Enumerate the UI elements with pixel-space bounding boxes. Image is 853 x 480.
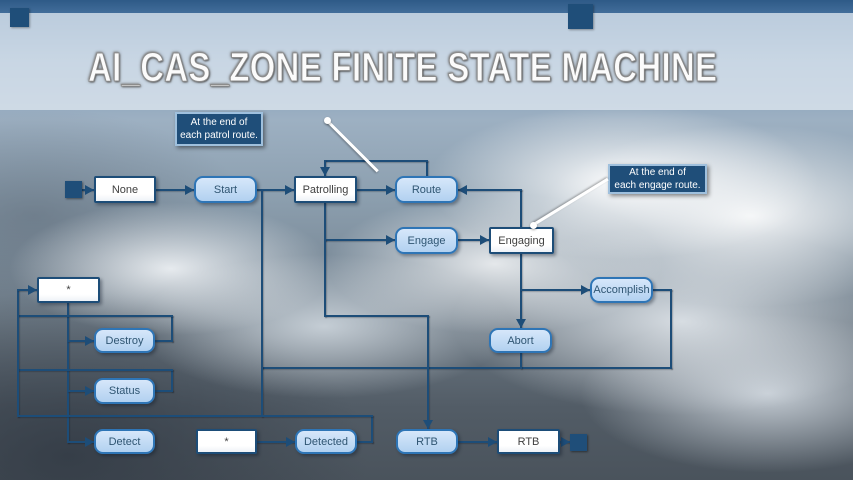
connector-segment-route-to-patrolling	[324, 160, 428, 162]
connector-segment-loop-into-any	[17, 289, 19, 417]
state-rtb-2[interactable]	[497, 429, 560, 454]
connector-segment-engaging-to-abort	[520, 253, 522, 329]
state-final[interactable]	[570, 434, 587, 451]
callout-leader-dot	[324, 117, 331, 124]
state-engage[interactable]	[395, 227, 458, 254]
connector-segment-status-loop	[17, 369, 173, 371]
callout-patrol[interactable]	[175, 112, 263, 146]
state-none[interactable]	[94, 176, 156, 203]
arrowhead-any-to-status	[85, 386, 94, 396]
state-patrolling[interactable]	[294, 176, 357, 203]
state-destroy[interactable]	[94, 328, 155, 353]
state-label: Abort	[507, 334, 534, 347]
arrowhead-rtb2-to-final	[561, 437, 570, 447]
connector-segment-return-drop	[261, 367, 263, 417]
connector-segment-any-to-detect	[67, 302, 69, 443]
state-start[interactable]	[194, 176, 257, 203]
callout-text-line: At the end of	[629, 167, 686, 178]
connector-segment-accomplish-return	[670, 289, 672, 369]
callout-text-line: each engage route.	[614, 180, 701, 191]
arrowhead-loop-into-any	[28, 285, 37, 295]
connector-segment-route-to-patrolling	[426, 160, 428, 177]
state-label: Route	[411, 183, 442, 196]
arrowhead-anyb-to-detected	[286, 437, 295, 447]
arrowhead-none-to-start	[185, 185, 194, 195]
state-label: *	[66, 284, 71, 296]
connector-segment-accomplish-return	[652, 289, 672, 291]
state-any-bottom[interactable]	[196, 429, 257, 454]
arrowhead-rtb1-to-rtb2	[488, 437, 497, 447]
state-abort[interactable]	[489, 328, 552, 353]
state-label: Patrolling	[302, 183, 349, 196]
connector-segment-destroy-loop	[171, 315, 173, 342]
arrowhead-start-to-patrolling	[285, 185, 294, 195]
arrowhead-engage-to-engaging	[480, 235, 489, 245]
connector-segment-detected-loop	[371, 415, 373, 443]
arrowhead-any-to-destroy	[85, 336, 94, 346]
connector-segment-accomplish-return	[261, 190, 263, 369]
state-label: Destroy	[105, 334, 144, 347]
corner-square	[568, 4, 593, 29]
state-label: *	[224, 435, 229, 448]
state-detected[interactable]	[295, 429, 357, 454]
connector-segment-destroy-loop	[17, 315, 173, 317]
callout-leader-dot	[530, 222, 537, 229]
connector-segment-engaging-to-route	[520, 189, 522, 228]
state-accomplish[interactable]	[590, 277, 653, 303]
state-label: Start	[213, 183, 238, 196]
state-label: Engaging	[498, 234, 545, 247]
state-label: Accomplish	[593, 284, 650, 296]
callout-engage[interactable]	[608, 164, 707, 194]
state-rtb-1[interactable]	[396, 429, 458, 454]
connector-segment-patrolling-to-engage	[324, 202, 326, 241]
state-label: Detect	[108, 435, 141, 448]
arrowhead-to-accomplish	[581, 285, 590, 295]
state-any-top[interactable]	[37, 277, 100, 303]
arrowhead-patrolling-to-engage	[386, 235, 395, 245]
corner-square	[10, 8, 29, 27]
state-label: RTB	[517, 435, 540, 448]
arrowhead-route-to-patrolling	[320, 167, 330, 176]
state-engaging[interactable]	[489, 227, 554, 254]
connector-segment-detected-loop	[17, 415, 373, 417]
state-label: None	[111, 183, 139, 196]
state-status[interactable]	[94, 378, 155, 404]
connector-segment-abort-return-stub	[520, 352, 522, 369]
connector-segment-patrolling-to-rtb	[324, 315, 429, 317]
arrowhead-initial-to-none	[85, 185, 94, 195]
arrowhead-engaging-to-route	[458, 185, 467, 195]
connector-segment-accomplish-return	[261, 367, 672, 369]
callout-text-line: each patrol route.	[180, 130, 258, 141]
state-label: Engage	[407, 234, 446, 247]
callout-leader-line	[326, 119, 379, 172]
state-initial[interactable]	[65, 181, 82, 198]
arrowhead-patrolling-to-rtb	[423, 420, 433, 429]
arrowhead-engaging-to-abort	[516, 319, 526, 328]
state-detect[interactable]	[94, 429, 155, 454]
state-label: Detected	[303, 435, 349, 448]
callout-leader-line	[532, 178, 608, 226]
callout-text-line: At the end of	[190, 117, 248, 128]
arrowhead-patrolling-to-route	[386, 185, 395, 195]
connector-segment-patrolling-to-rtb	[427, 315, 429, 430]
state-route[interactable]	[395, 176, 458, 203]
state-label: Status	[108, 385, 141, 397]
slide-title: AI_CAS_ZONE FINITE STATE MACHINE	[88, 44, 718, 90]
connector-segment-status-loop	[171, 369, 173, 392]
arrowhead-any-to-detect	[85, 437, 94, 447]
connector-segment-patrolling-to-rtb	[324, 239, 326, 317]
state-label: RTB	[416, 435, 438, 448]
